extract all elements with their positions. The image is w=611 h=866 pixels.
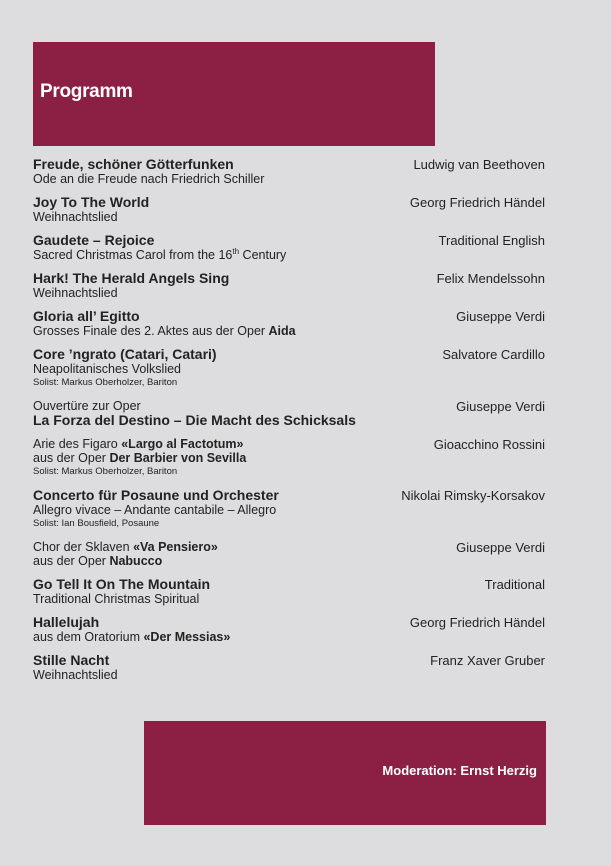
moderation-credit: Moderation: Ernst Herzig [382, 763, 537, 778]
piece-subtitle [33, 248, 545, 262]
program-item [33, 437, 545, 479]
soloist: Solist: Ian Bousfield, Posaune [33, 518, 160, 529]
subtitle-text: aus der Oper [33, 451, 110, 465]
header-banner [33, 42, 435, 146]
composer: Georg Friedrich Händel [409, 195, 545, 210]
program-list [33, 157, 545, 691]
piece-title: Core ’ngrato (Catari, Catari) [33, 346, 217, 362]
program-item [33, 271, 545, 300]
program-item [33, 488, 545, 531]
composer: Gioacchino Rossini [433, 437, 545, 452]
composer: Nikolai Rimsky-Korsakov [401, 488, 545, 503]
program-item [33, 347, 545, 390]
composer: Traditional English [438, 233, 545, 248]
piece-title: Stille Nacht [33, 652, 110, 668]
soloist: Solist: Markus Oberholzer, Bariton [33, 377, 178, 388]
piece-title: «Va Pensiero» [133, 540, 218, 554]
composer: Franz Xaver Gruber [430, 653, 545, 668]
composer: Giuseppe Verdi [456, 309, 545, 324]
program-item [33, 615, 545, 644]
subtitle-text: Sacred Christmas Carol from the 16 [33, 248, 233, 262]
program-item [33, 399, 545, 428]
piece-subtitle: Traditional Christmas Spiritual [33, 592, 200, 606]
intro-text: Arie des Figaro [33, 437, 122, 451]
program-item [33, 540, 545, 568]
composer: Felix Mendelssohn [436, 271, 545, 286]
piece-subtitle: Allegro vivace – Andante cantabile – Allegro [33, 503, 277, 517]
piece-subtitle [33, 630, 545, 644]
opera-name: Aida [268, 324, 296, 338]
piece-title: La Forza del Destino – Die Macht des Schicksals [33, 412, 356, 428]
page-title: Programm [40, 81, 133, 102]
piece-subtitle: Weihnachtslied [33, 286, 118, 300]
soloist: Solist: Markus Oberholzer, Bariton [33, 466, 178, 477]
piece-subtitle: Ode an die Freude nach Friedrich Schiller [33, 172, 265, 186]
program-item [33, 233, 545, 262]
composer: Giuseppe Verdi [456, 540, 545, 555]
subtitle-text: Grosses Finale des 2. Aktes aus der Oper [33, 324, 269, 338]
subtitle-superscript: th [232, 246, 240, 256]
composer: Salvatore Cardillo [442, 347, 545, 362]
oratorio-name: «Der Messias» [143, 630, 231, 644]
piece-title: Go Tell It On The Mountain [33, 576, 211, 592]
piece-title: Gloria all’ Egitto [33, 308, 140, 324]
piece-title: Gaudete – Rejoice [33, 232, 155, 248]
program-item [33, 157, 545, 186]
piece-title: Freude, schöner Götterfunken [33, 156, 234, 172]
composer: Georg Friedrich Händel [409, 615, 545, 630]
piece-subtitle [33, 451, 545, 465]
subtitle-text: aus der Oper [33, 554, 110, 568]
piece-title: Hark! The Herald Angels Sing [33, 270, 230, 286]
subtitle-text: aus dem Oratorium [33, 630, 144, 644]
subtitle-text-end: Century [239, 248, 287, 262]
program-item [33, 577, 545, 606]
piece-title: Joy To The World [33, 194, 150, 210]
piece-title: Concerto für Posaune und Orchester [33, 487, 279, 503]
footer-banner [144, 721, 546, 825]
intro-text: Chor der Sklaven [33, 540, 134, 554]
piece-subtitle [33, 554, 545, 568]
piece-subtitle: Weihnachtslied [33, 210, 118, 224]
composer: Giuseppe Verdi [456, 399, 545, 414]
opera-name: Nabucco [109, 554, 163, 568]
piece-title: «Largo al Factotum» [121, 437, 244, 451]
program-item [33, 653, 545, 682]
piece-intro: Ouvertüre zur Oper [33, 399, 141, 413]
piece-subtitle: Weihnachtslied [33, 668, 118, 682]
composer: Traditional [484, 577, 545, 592]
opera-name: Der Barbier von Sevilla [109, 451, 247, 465]
piece-subtitle [33, 324, 545, 338]
piece-subtitle: Neapolitanisches Volkslied [33, 362, 182, 376]
composer: Ludwig van Beethoven [413, 157, 545, 172]
piece-title: Hallelujah [33, 614, 100, 630]
program-item [33, 309, 545, 338]
program-item [33, 195, 545, 224]
